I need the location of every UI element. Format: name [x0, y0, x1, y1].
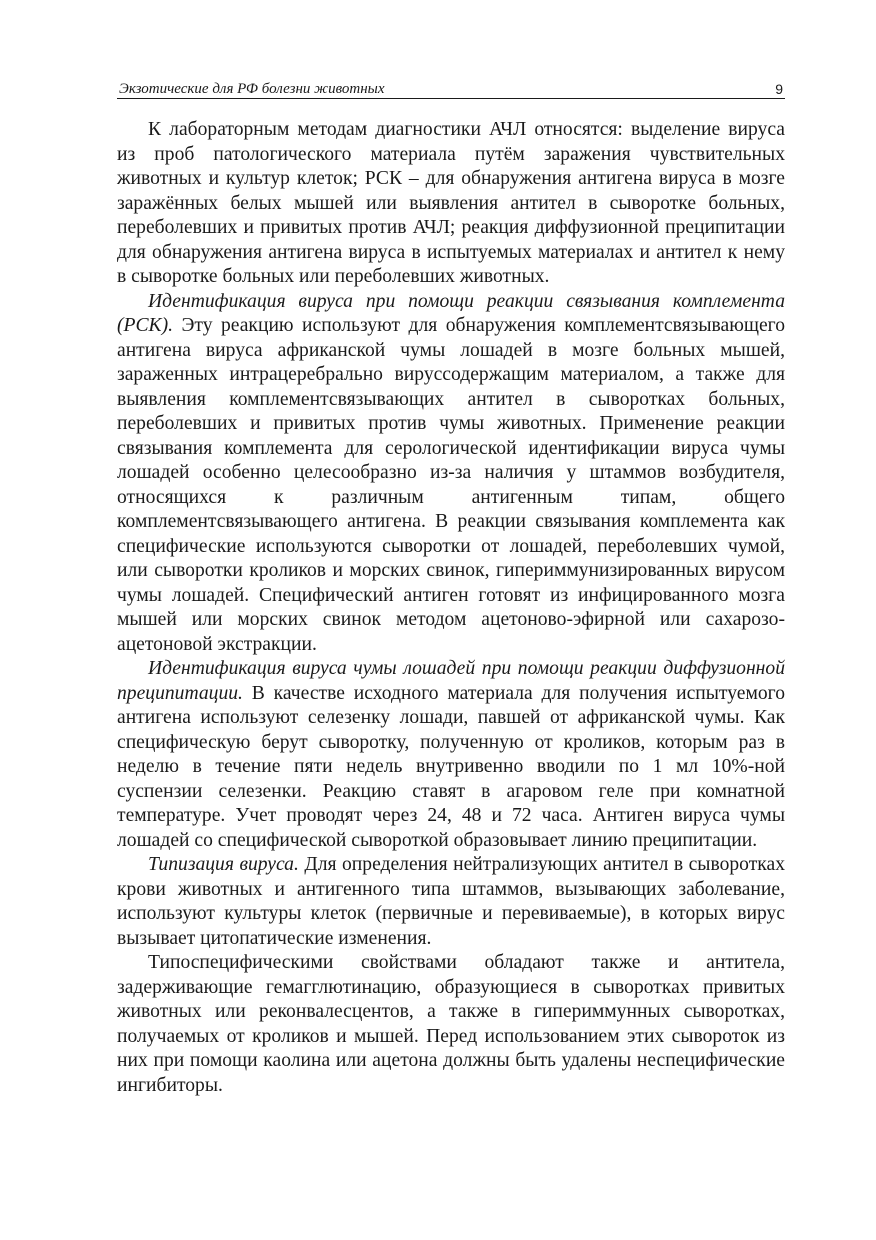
paragraph-type-specific-properties	[117, 951, 785, 1098]
paragraph-lead-italic: Типизация вируса.	[148, 854, 299, 875]
running-title: Экзотические для РФ болезни животных	[119, 81, 385, 97]
paragraph-lead-italic: Идентификация вируса чумы лошадей при помощи реакции диффузионной преципитации.	[117, 658, 785, 704]
body-text	[117, 118, 785, 1098]
paragraph-text: Для определения нейтрализующих антител в сыворотках крови животных и антигенного типа штаммов, вызывающих заболевание, используют культуры клеток (первичные и перевиваемые), в которых вирус вызывает цитопатические изменения.	[117, 854, 785, 949]
paragraph-complement-fixation	[117, 290, 785, 658]
document-page	[117, 78, 785, 1098]
paragraph-text: Типоспецифическими свойствами обладают также и антитела, задерживающие гемагглютинацию, образующиеся в сыворотках привитых животных или реконвалесцентов, а также в гипериммунных сыворотках, получаемых от кроликов и мышей. Перед использованием этих сывороток из них при помощи каолина или ацетона должны быть удалены неспецифические ингибиторы.	[117, 952, 785, 1096]
paragraph-virus-typing	[117, 853, 785, 951]
paragraph-text: Эту реакцию используют для обнаружения комплементсвязывающего антигена вируса африканской чумы лошадей в мозге больных мышей, зараженных интрацеребрально вируссодержащим материалом, а также для выявления комплементсвязывающих антител в сыворотках больных, переболевших и привитых против чумы животных. Применение реакции связывания комплемента для серологической идентификации вируса чумы лошадей особенно целесообразно из-за наличия у штаммов возбудителя, относящихся к различным антигенным типам, общего комплементсвязывающего антигена. В реакции связывания комплемента как специфические используются сыворотки от лошадей, переболевших чумой, или сыворотки кроликов и морских свинок, гипериммунизированных вирусом чумы лошадей. Специфический антиген готовят из инфицированного мозга мышей или морских свинок методом ацетоново-эфирной или сахарозо-ацетоновой экстракции.	[117, 315, 785, 655]
paragraph-text: В качестве исходного материала для получения испытуемого антигена используют селезенку лошади, павшей от африканской чумы. Как специфическую берут сыворотку, полученную от кроликов, которым раз в неделю в течение пяти недель внутривенно вводили по 1 мл 10%-ной суспензии селезенки. Реакцию ставят в агаровом геле при комнатной температуре. Учет проводят через 24, 48 и 72 часа. Антиген вируса чумы лошадей со специфической сывороткой образовывает линию преципитации.	[117, 682, 785, 851]
running-header	[117, 78, 785, 99]
paragraph-lead-italic: Идентификация вируса при помощи реакции связывания комплемента (РСК).	[117, 290, 785, 336]
paragraph-lab-methods	[117, 118, 785, 290]
page-number: 9	[775, 81, 783, 97]
paragraph-text: К лабораторным методам диагностики АЧЛ относятся: выделение вируса из проб патологического материала путём заражения чувствительных животных и культур клеток; РСК – для обнаружения антигена вируса в мозге заражённых белых мышей или выявления антител в сыворотке больных, переболевших и привитых против АЧЛ; реакция диффузионной преципитации для обнаружения антигена вируса в испытуемых материалах и антител к нему в сыворотке больных или переболевших животных.	[117, 119, 785, 287]
paragraph-diffusion-precipitation	[117, 657, 785, 853]
